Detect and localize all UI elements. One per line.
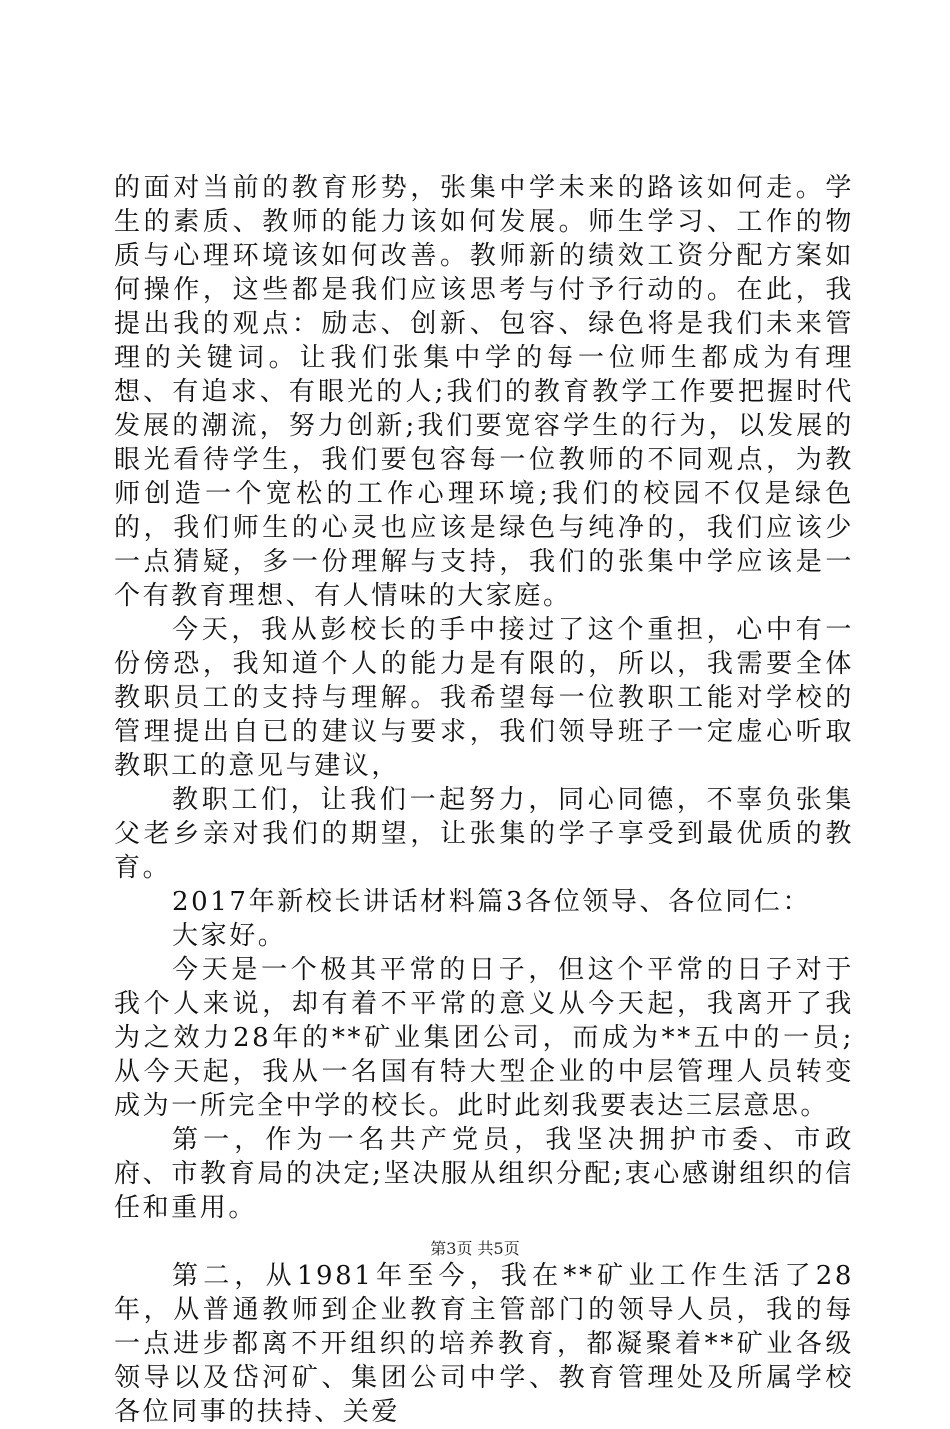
page-number-footer: 第3页 共5页 <box>430 1239 520 1258</box>
paragraph-call-to-staff: 教职工们，让我们一起努力，同心同德，不辜负张集父老乡亲对我们的期望，让张集的学子享受到最优质的教育。 <box>114 785 854 883</box>
paragraph-taking-responsibility: 今天，我从彭校长的手中接过了这个重担，心中有一份傍恐，我知道个人的能力是有限的，所以，我需要全体教职员工的支持与理解。我希望每一位教职工能对学校的管理提出自已的建议与要求，我们领导班子一定虚心听取教职工的意见与建议， <box>114 615 854 781</box>
section-heading-speech-3: 2017年新校长讲话材料篇3各位领导、各位同仁： <box>172 887 812 917</box>
paragraph-point-one: 第一，作为一名共产党员，我坚决拥护市委、市政府、市教育局的决定;坚决服从组织分配;衷心感谢组织的信任和重用。 <box>114 1125 854 1223</box>
paragraph-greeting: 大家好。 <box>172 921 287 951</box>
paragraph-continuation: 的面对当前的教育形势，张集中学未来的路该如何走。学生的素质、教师的能力该如何发展。师生学习、工作的物质与心理环境该如何改善。教师新的绩效工资分配方案如何操作，这些都是我们应该思考与付予行动的。在此，我提出我的观点：励志、创新、包容、绿色将是我们未来管理的关键词。让我们张集中学的每一位师生都成为有理想、有追求、有眼光的人;我们的教育教学工作要把握时代发展的潮流，努力创新;我们要宽容学生的行为，以发展的眼光看待学生，我们要包容每一位教师的不同观点，为教师创造一个宽松的工作心理环境;我们的校园不仅是绿色的，我们师生的心灵也应该是绿色与纯净的，我们应该少一点猜疑，多一份理解与支持，我们的张集中学应该是一个有教育理想、有人情味的大家庭。 <box>114 173 854 611</box>
paragraph-point-two: 第二，从1981年至今，我在**矿业工作生活了28年，从普通教师到企业教育主管部门的领导人员，我的每一点进步都离不开组织的培养教育，都凝聚着**矿业各级领导以及岱河矿、集团公司中学、教育管理处及所属学校各位同事的扶持、关爱 <box>114 1261 854 1427</box>
paragraph-introduction: 今天是一个极其平常的日子，但这个平常的日子对于我个人来说，却有着不平常的意义从今天起，我离开了我为之效力28年的**矿业集团公司，而成为**五中的一员;从今天起，我从一名国有特大型企业的中层管理人员转变成为一所完全中学的校长。此时此刻我要表达三层意思。 <box>114 955 854 1121</box>
